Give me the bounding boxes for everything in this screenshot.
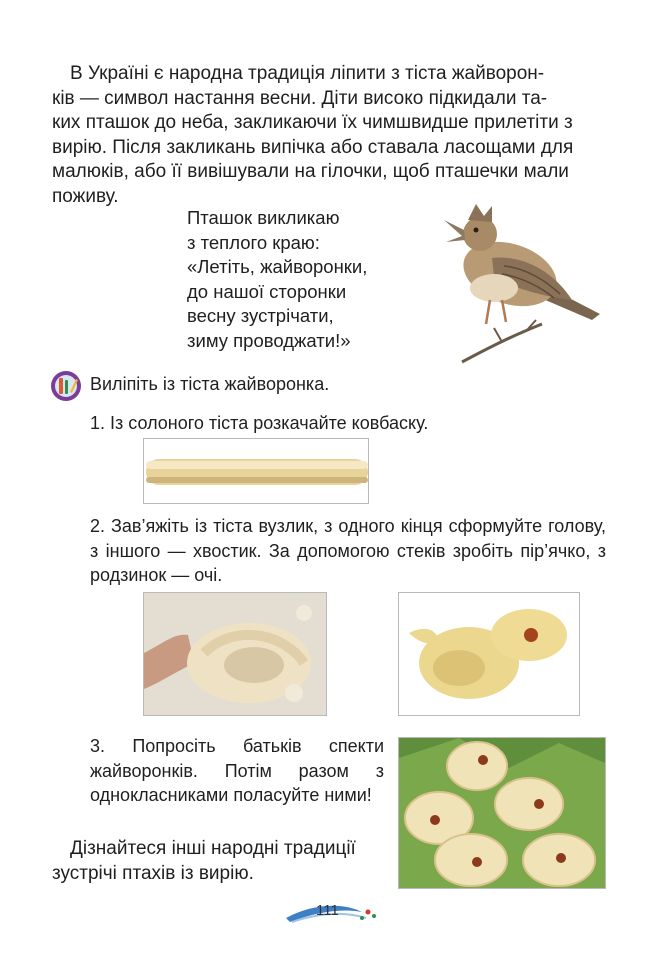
creative-task-icon	[50, 370, 82, 402]
intro-line: ків — символ настання весни. Діти високо підкидали та-	[52, 87, 548, 109]
baked-larks-icon	[399, 738, 605, 888]
poem-line: до нашої сторонки	[187, 280, 347, 302]
dough-knot-hand-image	[143, 592, 327, 716]
poem-line: зиму проводжати!»	[187, 329, 351, 351]
intro-line: ких пташок до неба, закликаючи їх чимшвидше прилетіти з	[52, 112, 573, 133]
dough-roll-icon	[144, 439, 368, 503]
dough-lark-icon	[399, 593, 579, 715]
intro-line: вирію. Після закликань випічка або ставала ласощами для	[52, 136, 574, 158]
task-title: Виліпіть із тіста жайворонка.	[90, 374, 330, 394]
final-line: Дізнайтеся інші народні традиції	[70, 838, 356, 859]
intro-paragraph	[52, 62, 605, 209]
intro-line: малюків, або її вивішували на гілочки, щоб пташечки мали	[52, 161, 569, 182]
page-number: 111	[316, 902, 339, 919]
poem-line: «Летіть, жайворонки,	[187, 256, 368, 278]
step-2: 2. Зав’яжіть із тіста вузлик, з одного кінця сформуйте голову, з іншого — хвостик. За допомогою стеків зробіть пір’ячко, з родзинок — очі.	[90, 516, 606, 585]
intro-line: поживу.	[52, 185, 119, 207]
poem-line: Пташок викликаю	[187, 207, 340, 228]
step-1: 1. Із солоного тіста розкачайте ковбаску.	[90, 413, 429, 433]
intro-line: В Україні є народна традиція ліпити з тіста жайворон-	[70, 63, 545, 84]
poem-line: з теплого краю:	[187, 231, 320, 253]
dough-knot-hand-icon	[144, 593, 326, 715]
poem	[187, 206, 367, 354]
lark-bird-icon	[432, 196, 608, 366]
step-3: 3. Попросіть батьків спекти жайворонків. Потім разом з однокласниками поласуйте ними!	[90, 736, 384, 805]
final-line: зустрічі птахів із вирію.	[52, 862, 254, 884]
dough-lark-image	[398, 592, 580, 716]
baked-larks-image	[398, 737, 606, 889]
poem-line: весну зустрічати,	[187, 305, 334, 327]
final-instruction	[52, 837, 384, 886]
dough-roll-image	[143, 438, 369, 504]
